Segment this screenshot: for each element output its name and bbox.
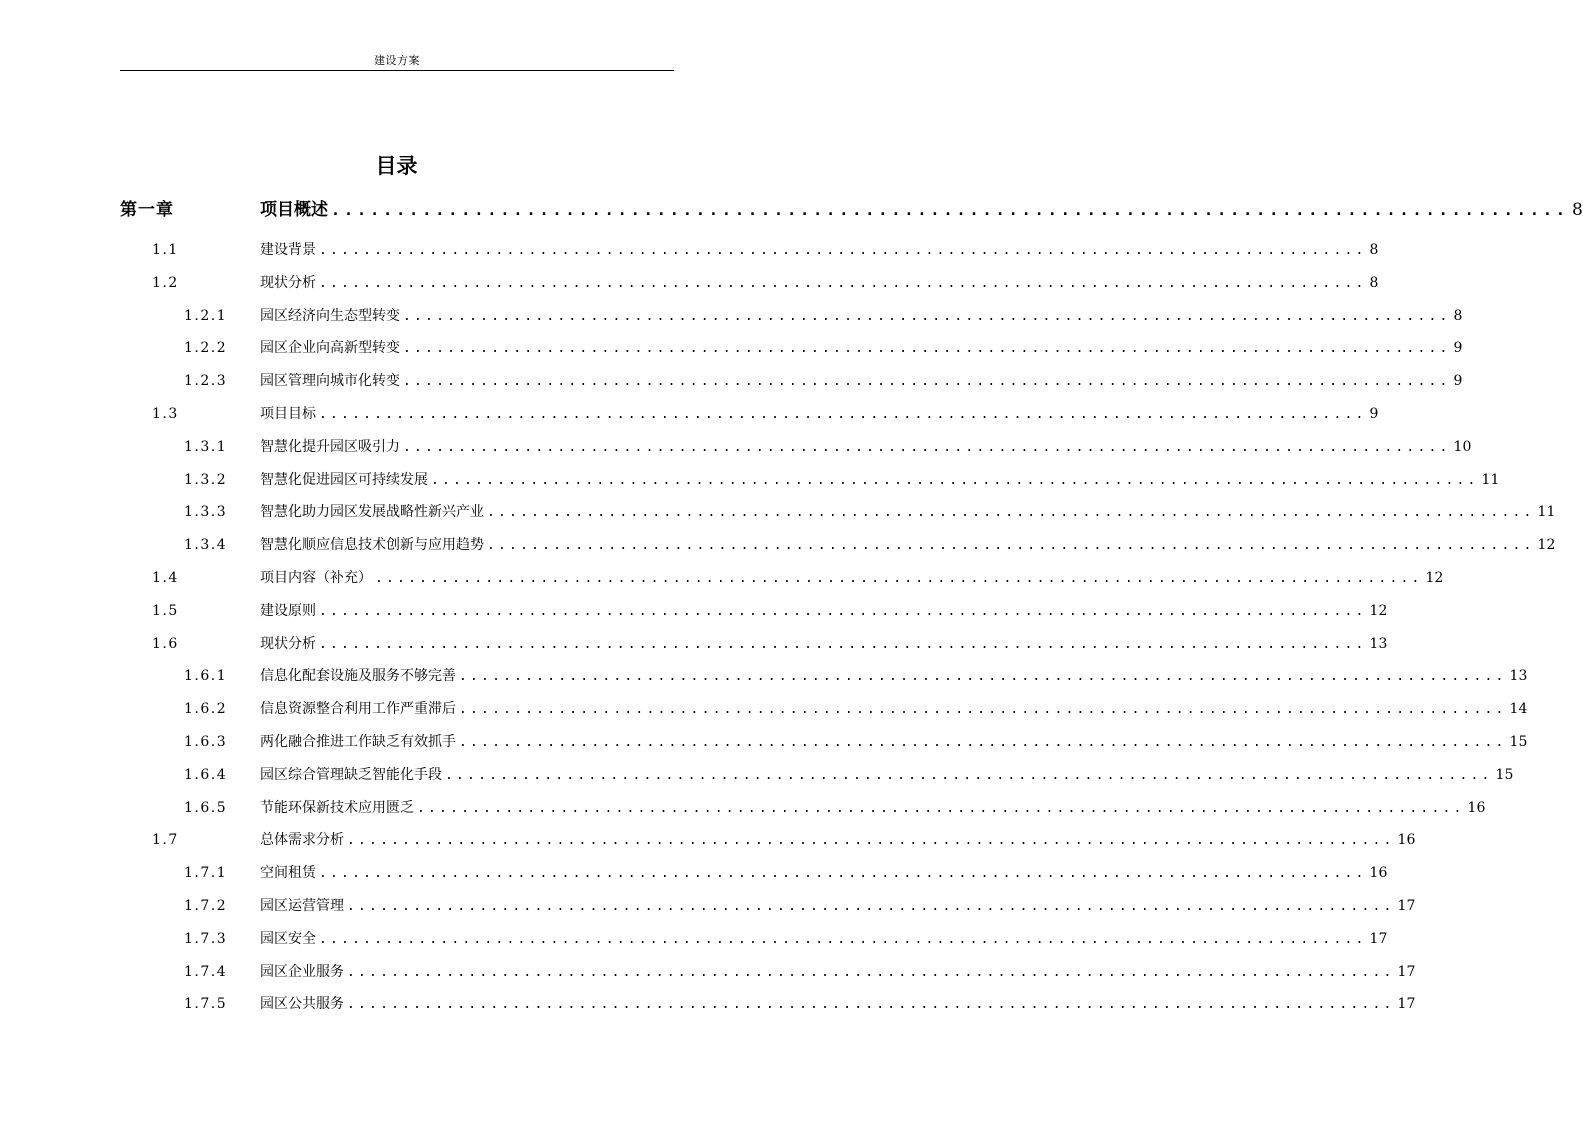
toc-entry[interactable] [0, 829, 1416, 851]
toc-entry-title: 信息资源整合利用工作严重滞后 [260, 701, 456, 718]
toc-entry[interactable] [0, 797, 1486, 819]
toc-entry[interactable] [0, 272, 1379, 294]
toc-entry[interactable] [0, 469, 1500, 491]
toc-leader-dots: ............................................................................................... [319, 243, 1367, 258]
toc-leader-dots: ............................................................................................... [347, 833, 1395, 849]
toc-entry-title: 园区管理向城市化转变 [260, 373, 400, 390]
toc-entry-line [260, 829, 1416, 852]
toc-entry-number: 1.2 [152, 274, 179, 291]
toc-entry-page-number: 17 [1397, 963, 1416, 980]
toc-entry-line [260, 272, 1379, 295]
toc-leader-dots: ............................................................................................... [319, 275, 1367, 291]
toc-entry-line [260, 239, 1379, 262]
toc-entry-line [260, 305, 1463, 328]
toc-entry-page-number: 15 [1495, 766, 1514, 783]
toc-leader-dots: ............................................................................................... [403, 374, 1451, 390]
toc-entry-title: 园区企业向高新型转变 [260, 340, 400, 357]
toc-entry-page-number: 11 [1537, 504, 1556, 521]
toc-leader-dots: ............................................................................................... [347, 997, 1395, 1013]
toc-entry-number: 1.3.4 [184, 537, 228, 554]
toc-leader-dots: ............................................................................................... [459, 702, 1507, 718]
toc-entry-number: 1.3.1 [184, 438, 228, 455]
toc-entry-line [260, 665, 1528, 688]
toc-leader-dots: ............................................................................................... [459, 735, 1507, 750]
toc-entry[interactable] [0, 370, 1463, 392]
toc-entry-line [260, 993, 1416, 1016]
toc-entry-title: 园区安全 [260, 930, 316, 947]
toc-entry-number: 1.7.5 [184, 996, 228, 1013]
toc-entry-page-number: 8 [1453, 307, 1463, 324]
toc-entry-number: 1.3.2 [184, 471, 228, 488]
toc-leader-dots: ............................................................................................... [459, 669, 1507, 685]
toc-entry-page-number: 15 [1509, 734, 1528, 750]
toc-entry-title: 建设背景 [260, 242, 316, 258]
toc-entry-number: 1.7 [152, 832, 179, 849]
toc-leader-dots: ............................................................................................... [319, 866, 1367, 882]
toc-entry-number: 1.6.2 [184, 701, 228, 718]
toc-leader-dots: ............................................................................................... [445, 767, 1493, 783]
toc-entry-title: 园区综合管理缺乏智能化手段 [260, 766, 442, 783]
toc-entry[interactable] [0, 567, 1444, 589]
toc-entry-page-number: 16 [1397, 832, 1416, 849]
toc-entry-page-number: 9 [1453, 373, 1463, 390]
toc-leader-dots: ............................................................................................... [487, 505, 1535, 521]
toc-entry[interactable] [0, 895, 1416, 917]
toc-entry-page-number: 11 [1481, 471, 1500, 488]
toc-entry-title: 园区经济向生态型转变 [260, 307, 400, 324]
toc-entry[interactable] [0, 764, 1514, 786]
toc-leader-dots: ............................................................................................... [403, 439, 1451, 455]
header-divider [120, 70, 674, 71]
toc-entry-page-number: 13 [1509, 668, 1528, 685]
toc-entry-line [260, 600, 1388, 623]
toc-entry-line [260, 731, 1528, 754]
toc-entry-title: 现状分析 [260, 635, 316, 652]
toc-entry-line [260, 797, 1486, 820]
toc-entry[interactable] [0, 436, 1472, 458]
toc-entry-number: 1.7.3 [184, 930, 228, 947]
toc-entry-number: 1.6.5 [184, 799, 228, 816]
toc-entry-title: 项目概述 [260, 200, 328, 220]
toc-leader-dots: ............................................................................................... [375, 571, 1423, 586]
toc-leader-dots: ............................................................................................... [487, 538, 1535, 554]
toc-entry-line [260, 436, 1472, 459]
toc-entry-number: 1.3.3 [184, 504, 228, 521]
toc-entry-line [260, 403, 1379, 426]
toc-entry-page-number: 16 [1467, 799, 1486, 816]
toc-entry-page-number: 10 [1453, 438, 1472, 455]
toc-leader-dots: ............................................................................................... [403, 308, 1451, 324]
toc-entry-page-number: 9 [1453, 340, 1463, 357]
toc-entry-title: 项目目标 [260, 406, 316, 422]
toc-entry-line [260, 862, 1388, 885]
toc-entry-title: 项目内容（补充） [260, 570, 372, 586]
toc-entry[interactable] [0, 239, 1379, 261]
toc-leader-dots: ............................................................................................... [319, 636, 1367, 652]
toc-leader-dots: ............................................................................................... [417, 800, 1465, 816]
toc-entry-line [260, 469, 1500, 492]
toc-entry[interactable] [0, 534, 1556, 556]
toc-entry[interactable] [0, 993, 1416, 1015]
toc-entry[interactable] [0, 665, 1528, 687]
toc-entry-page-number: 16 [1369, 865, 1388, 882]
toc-leader-dots: ............................................................................................... [403, 341, 1451, 357]
toc-entry-number: 1.4 [152, 570, 179, 586]
toc-entry-title: 两化融合推进工作缺乏有效抓手 [260, 734, 456, 750]
toc-entry-number: 1.2.3 [184, 373, 228, 390]
toc-entry[interactable] [0, 501, 1556, 523]
toc-leader-dots: ............................................................................................... [319, 603, 1367, 619]
toc-entry-number: 1.7.1 [184, 865, 228, 882]
toc-entry-line [260, 567, 1444, 590]
toc-entry-title: 园区公共服务 [260, 996, 344, 1013]
toc-entry-page-number: 9 [1369, 406, 1379, 422]
toc-entry-page-number: 13 [1369, 635, 1388, 652]
toc-entry[interactable] [0, 337, 1463, 359]
toc-entry-page-number: 12 [1537, 537, 1556, 554]
toc-entry-page-number: 17 [1397, 898, 1416, 914]
toc-entry-number: 第一章 [120, 200, 174, 220]
toc-entry-line [260, 698, 1528, 721]
toc-entry-line [260, 534, 1556, 557]
toc-title: 目录 [375, 154, 418, 178]
toc-entry-line [260, 337, 1463, 360]
toc-entry-title: 建设原则 [260, 602, 316, 619]
toc-entry-number: 1.2.2 [184, 340, 228, 357]
toc-entry-page-number: 8 [1369, 274, 1379, 291]
toc-entry[interactable] [0, 928, 1388, 950]
toc-entry-line [260, 764, 1514, 787]
toc-entry-title: 智慧化助力园区发展战略性新兴产业 [260, 504, 484, 521]
toc-leader-dots: ............................................................................................... [319, 931, 1367, 947]
toc-entry-title: 智慧化提升园区吸引力 [260, 438, 400, 455]
toc-entry-line [260, 501, 1556, 524]
toc-leader-dots: ............................................................................................... [319, 407, 1367, 422]
toc-entry-title: 智慧化促进园区可持续发展 [260, 471, 428, 488]
toc-entry-number: 1.6.1 [184, 668, 228, 685]
toc-entry-number: 1.2.1 [184, 307, 228, 324]
toc-entry-title: 现状分析 [260, 274, 316, 291]
toc-entry[interactable] [0, 862, 1388, 884]
toc-entry[interactable] [0, 633, 1388, 655]
toc-entry-title: 节能环保新技术应用匮乏 [260, 799, 414, 816]
toc-entry[interactable] [0, 305, 1463, 327]
toc-entry-number: 1.6 [152, 635, 179, 652]
toc-entry[interactable] [0, 731, 1528, 753]
toc-entry-page-number: 12 [1425, 570, 1444, 586]
toc-entry-title: 园区运营管理 [260, 898, 344, 914]
toc-entry-page-number: 12 [1369, 602, 1388, 619]
toc-entry-number: 1.7.2 [184, 898, 228, 914]
toc-entry-title: 信息化配套设施及服务不够完善 [260, 668, 456, 685]
toc-entry-title: 园区企业服务 [260, 963, 344, 980]
toc-entry-line [260, 199, 1583, 221]
toc-entry-page-number: 8 [1369, 242, 1379, 258]
toc-entry-line [260, 961, 1416, 984]
toc-leader-dots: ............................................................................................... [331, 201, 1569, 219]
toc-entry-page-number: 8 [1571, 200, 1583, 220]
toc-entry-page-number: 14 [1509, 701, 1528, 718]
toc-leader-dots: ............................................................................................... [347, 899, 1395, 914]
toc-entry-line [260, 895, 1416, 918]
toc-entry-number: 1.5 [152, 602, 179, 619]
toc-entry[interactable] [0, 199, 1583, 221]
toc-entry[interactable] [0, 698, 1528, 720]
toc-entry-number: 1.7.4 [184, 963, 228, 980]
toc-entry-title: 总体需求分析 [260, 832, 344, 849]
toc-entry[interactable] [0, 403, 1379, 425]
page-header: 建设方案 [374, 54, 420, 67]
toc-entry-number: 1.3 [152, 406, 179, 422]
toc-entry[interactable] [0, 600, 1388, 622]
toc-entry-page-number: 17 [1397, 996, 1416, 1013]
toc-entry-line [260, 370, 1463, 393]
toc-entry-number: 1.1 [152, 242, 179, 258]
toc-entry-number: 1.6.4 [184, 766, 228, 783]
toc-leader-dots: ............................................................................................... [347, 964, 1395, 980]
toc-entry-number: 1.6.3 [184, 734, 228, 750]
toc-entry-title: 智慧化顺应信息技术创新与应用趋势 [260, 537, 484, 554]
toc-entry-page-number: 17 [1369, 930, 1388, 947]
toc-entry-line [260, 633, 1388, 656]
toc-entry-line [260, 928, 1388, 951]
toc-entry-title: 空间租赁 [260, 865, 316, 882]
toc-leader-dots: ............................................................................................... [431, 472, 1479, 488]
toc-entry[interactable] [0, 961, 1416, 983]
